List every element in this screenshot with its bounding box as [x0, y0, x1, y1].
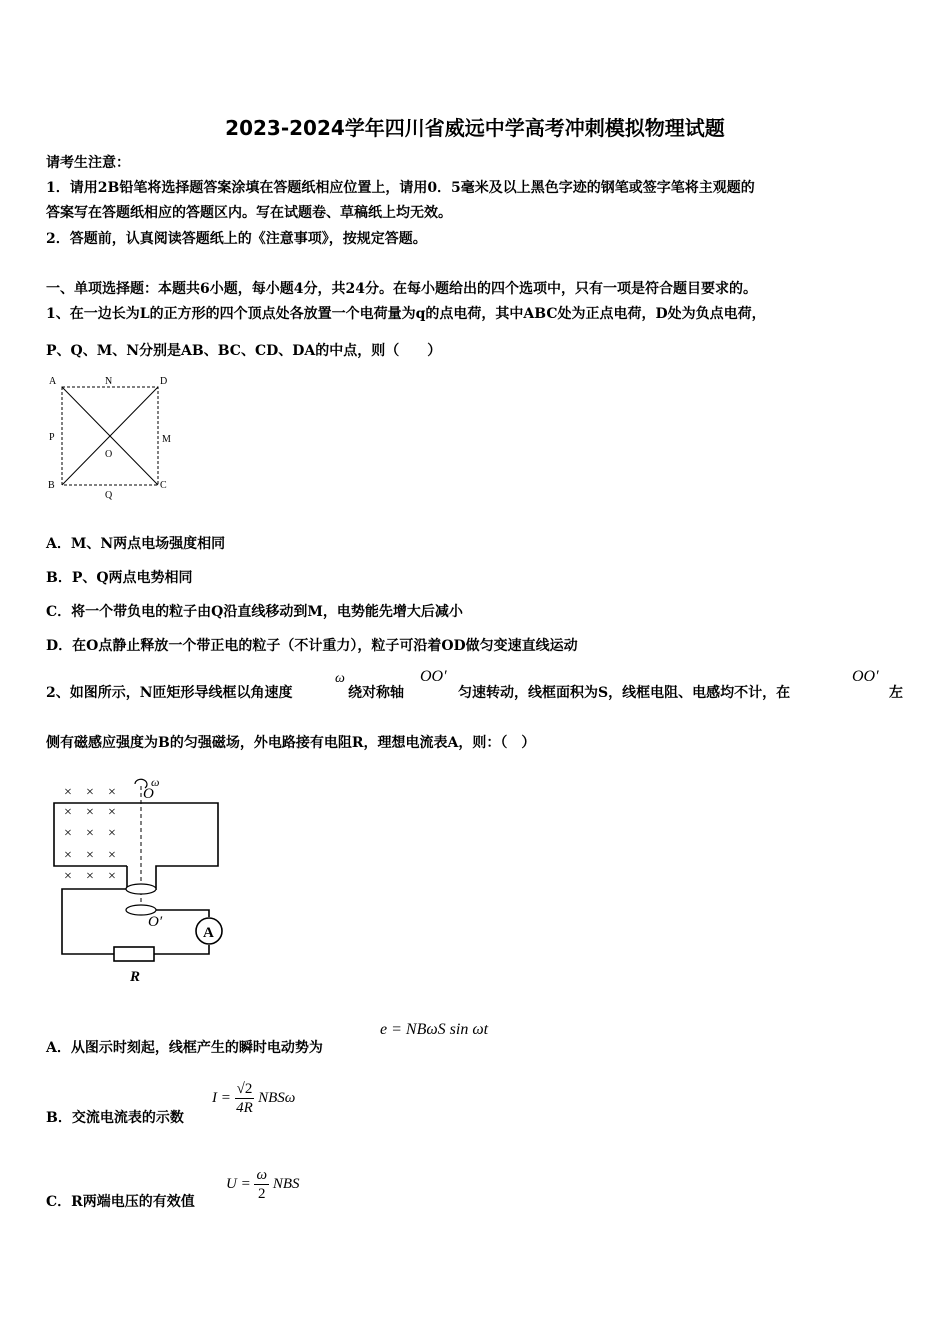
label-q: Q — [105, 490, 113, 500]
q2-option-c-text: C．R两端电压的有效值 — [46, 1194, 195, 1210]
omega-symbol: ω — [335, 671, 345, 686]
q2-circuit-figure — [44, 772, 244, 992]
cross-mark: × — [86, 826, 94, 841]
cross-mark: × — [86, 805, 94, 820]
cross-mark: × — [108, 805, 116, 820]
wire-left — [62, 889, 126, 954]
label-p: P — [49, 432, 55, 443]
q2-stem-part-3: 匀速转动，线框面积为S，线框电阻、电感均不计，在 — [458, 685, 791, 701]
notice-heading: 请考生注意： — [46, 155, 130, 171]
q2-option-c-formula — [226, 1166, 299, 1203]
fraction-denominator: 4R — [236, 1100, 253, 1116]
formula-lhs: I = — [212, 1090, 231, 1106]
axis-symbol-2: OO′ — [852, 668, 879, 685]
label-m: M — [162, 434, 171, 445]
cross-mark: × — [86, 848, 94, 863]
q2-option-a-text: A．从图示时刻起，线框产生的瞬时电动势为 — [46, 1040, 323, 1056]
q1-stem-line-2: P、Q、M、N分别是AB、BC、CD、DA的中点，则（ ） — [46, 343, 442, 359]
q2-option-b-formula — [212, 1080, 295, 1117]
coil-loop — [54, 803, 218, 890]
q2-stem-line-2: 侧有磁感应强度为B的匀强磁场，外电路接有电阻R，理想电流表A，则：（ ） — [46, 735, 536, 751]
formula-rhs: NBS — [272, 1176, 300, 1192]
label-n: N — [105, 376, 113, 387]
label-d: D — [160, 376, 168, 387]
formula-rhs: NBSω — [258, 1090, 296, 1106]
wire-right-bottom — [154, 945, 209, 954]
q1-option-c: C．将一个带负电的粒子由Q沿直线移动到M，电势能先增大后减小 — [46, 604, 463, 620]
resistor-label: R — [130, 969, 141, 985]
notice-item-1-line-1: 1．请用2B铅笔将选择题答案涂填在答题纸相应位置上，请用0．5毫米及以上黑色字迹的钢笔或签字笔将主观题的 — [46, 180, 755, 196]
formula-fraction — [254, 1166, 269, 1203]
q2-stem-part-4: 左 — [889, 685, 903, 701]
wire-right-top — [156, 910, 209, 917]
ammeter-label: A — [203, 925, 214, 941]
q2-stem-part-1: 2、如图所示，N匝矩形导线框以角速度 — [46, 685, 293, 701]
q1-option-d: D．在O点静止释放一个带正电的粒子（不计重力），粒子可沿着OD做匀变速直线运动 — [46, 638, 578, 654]
fraction-numerator: √2 — [236, 1081, 253, 1097]
section-heading: 一、单项选择题：本题共6小题，每小题4分，共24分。在每小题给出的四个选项中，只有一项是符合题目要求的。 — [46, 281, 757, 297]
page-title: 2023-2024学年四川省威远中学高考冲刺模拟物理试题 — [225, 116, 725, 140]
cross-mark: × — [108, 848, 116, 863]
omega-label: ω — [151, 775, 160, 789]
label-a: A — [49, 376, 57, 387]
q2-option-a-formula: e = NBωS sin ωt — [380, 1021, 489, 1038]
cross-mark: × — [86, 785, 94, 800]
cross-mark: × — [86, 869, 94, 884]
cross-mark: × — [108, 869, 116, 884]
fraction-denominator: 2 — [258, 1186, 266, 1202]
q2-stem-part-2: 绕对称轴 — [348, 685, 404, 701]
q1-stem-line-1: 1、在一边长为L的正方形的四个顶点处各放置一个电荷量为q的点电荷，其中ABC处为正点电荷，D处为负点电荷， — [46, 306, 766, 322]
q2-option-b-text: B．交流电流表的示数 — [46, 1110, 184, 1126]
notice-item-2: 2．答题前，认真阅读答题纸上的《注意事项》，按规定答题。 — [46, 231, 427, 247]
fraction-numerator: ω — [256, 1167, 268, 1183]
q1-option-b: B．P、Q两点电势相同 — [46, 570, 193, 586]
label-o: O — [105, 449, 113, 460]
formula-lhs: U = — [226, 1176, 251, 1192]
notice-item-1-line-2: 答案写在答题纸相应的答题区内。写在试题卷、草稿纸上均无效。 — [46, 205, 452, 221]
cross-mark: × — [108, 785, 116, 800]
q1-option-a: A．M、N两点电场强度相同 — [46, 536, 226, 552]
cross-mark: × — [108, 826, 116, 841]
axis-symbol-1: OO′ — [420, 668, 447, 685]
label-c: C — [160, 480, 167, 491]
cross-mark: × — [64, 848, 72, 863]
axis-label-top: O — [143, 786, 154, 802]
cross-mark: × — [64, 826, 72, 841]
q1-square-figure — [44, 370, 184, 500]
resistor — [114, 947, 154, 961]
axis-label-bottom: O′ — [148, 914, 163, 930]
cross-mark: × — [64, 805, 72, 820]
cross-mark: × — [64, 869, 72, 884]
slip-ring-upper — [126, 884, 156, 894]
cross-mark: × — [64, 785, 72, 800]
formula-fraction — [235, 1080, 255, 1117]
label-b: B — [48, 480, 55, 491]
magnetic-field-crosses — [64, 785, 116, 884]
